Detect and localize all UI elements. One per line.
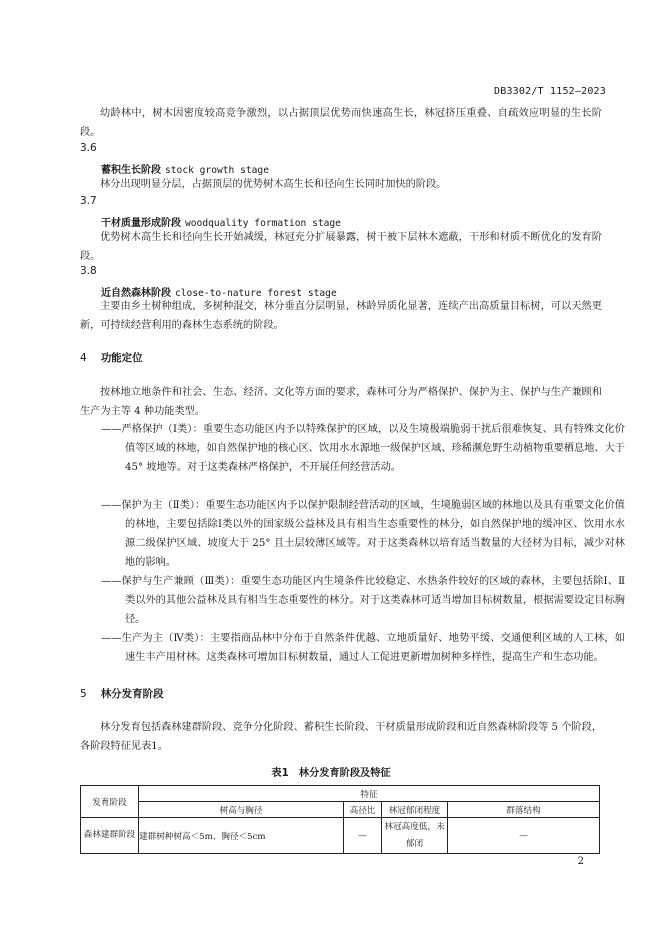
term-definition: 主要由乡土树种组成，多树种混交，林分垂直分层明显，林龄异质化显著，连续产出高质量目标树，可以天然更新，可持续经营利用的森林生态系统的阶段。	[80, 301, 602, 331]
section-title: 林分发育阶段	[100, 688, 164, 700]
term-zh: 干材质量形成阶段	[101, 218, 181, 229]
intro-paragraph: 幼龄林中，树木因密度较高竞争激烈，以占据顶层优势而快速高生长，林冠挤压重叠、自疏效应明显的生长阶段。	[80, 108, 602, 138]
table-row	[81, 818, 600, 854]
term-zh: 近自然森林阶段	[101, 288, 171, 299]
header-stage: 发育阶段	[81, 786, 139, 818]
section-intro: 按林地立地条件和社会、生态、经济、文化等方面的要求，森林可分为严格保护、保护为主、保护与生产兼顾和生产为主等 4 种功能类型。	[80, 387, 602, 417]
term-zh: 蓄积生长阶段	[101, 165, 161, 176]
section-number: 4	[80, 352, 87, 364]
cell-canopy: 林冠高度低，未郁闭	[382, 818, 448, 854]
section-intro: 林分发育包括森林建群阶段、竞争分化阶段、蓄积生长阶段、干材质量形成阶段和近自然森林阶段等 5 个阶段，各阶段特征见表1。	[80, 722, 602, 752]
header-ratio: 高径比	[344, 802, 382, 818]
header-canopy: 林冠郁闭程度	[382, 802, 448, 818]
section-heading	[80, 350, 143, 365]
function-type-item: ——严格保护（Ⅰ类）：重要生态功能区内予以特殊保护的区域，以及生境极端脆弱干扰后很难恢复、具有特殊文化价值等区域的林地，如自然保护地的核心区、饮用水水源地一级保护区域、珍稀濒危野生动植物重要栖息地、大于 45° 坡地等。对于这类森林严格保护，不开展任何经营活动。	[101, 424, 625, 473]
header-feature: 特征	[139, 786, 600, 802]
function-type-item: ——保护为主（Ⅱ类）：重要生态功能区内予以保护限制经营活动的区域，生境脆弱区域的林地以及具有重要文化价值的林地，主要包括除Ⅰ类以外的国家级公益林及具有相当生态重要性的林分，如自然保护地的缓冲区、饮用水水源二级保护区域、坡度大于 25° 且土层较薄区域等。对于这类森林以培育适当数量的大径材为目标，减少对林地的影响。	[101, 500, 625, 568]
term-en: stock growth stage	[165, 165, 269, 176]
cell-structure: —	[448, 818, 600, 854]
cell-height-dbh: 建群树种树高＜5m、胸径＜5cm	[139, 818, 344, 854]
header-structure: 群落结构	[448, 802, 600, 818]
function-type-item: ——生产为主（Ⅳ类）：主要指商品林中分布于自然条件优越、立地质量好、地势平缓、交通便利区域的人工林，如速生丰产用材林。这类森林可增加目标树数量，通过人工促进更新增加树种多样性，提高生产和生态功能。	[101, 633, 625, 663]
function-type-item: ——保护与生产兼顾（Ⅲ类）：重要生态功能区内生境条件比较稳定、水热条件较好的区域的森林，主要包括除Ⅰ、Ⅱ类以外的其他公益林及具有相当生态重要性的林分。对于这类森林可适当增加目标树数量，根据需要设定目标胸径。	[101, 576, 625, 625]
term-number: 3.6	[80, 142, 97, 154]
document-id: DB3302/T 1152—2023	[494, 86, 606, 97]
section-title: 功能定位	[100, 352, 143, 364]
term-title	[101, 214, 341, 229]
section-number: 5	[80, 688, 87, 700]
term-en: close-to-nature forest stage	[175, 288, 337, 299]
section-heading	[80, 686, 164, 701]
term-number: 3.7	[80, 195, 97, 207]
cell-stage: 森林建群阶段	[81, 818, 139, 854]
term-en: woodquality formation stage	[185, 218, 341, 229]
term-definition: 林分出现明显分层，占据顶层的优势树木高生长和径向生长同时加快的阶段。	[100, 179, 447, 190]
cell-ratio: —	[344, 818, 382, 854]
page-number: 2	[577, 856, 584, 867]
term-number: 3.8	[80, 265, 97, 277]
stage-table	[80, 785, 600, 854]
term-definition: 优势树木高生长和径向生长开始减缓，林冠充分扩展暴露，树干被下层林木遮蔽，干形和材质不断优化的发育阶段。	[80, 232, 602, 262]
term-title	[101, 161, 269, 176]
table-title: 表1 林分发育阶段及特征	[271, 768, 391, 779]
header-height-dbh: 树高与胸径	[139, 802, 344, 818]
